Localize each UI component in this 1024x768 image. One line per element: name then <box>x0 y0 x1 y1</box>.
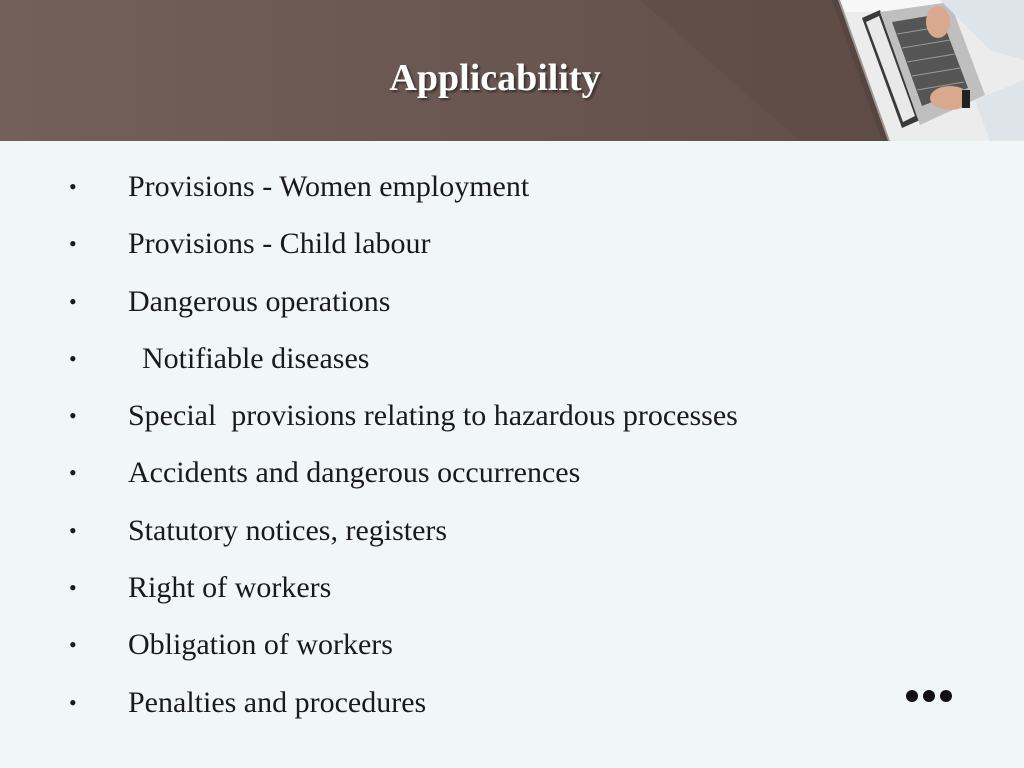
list-item <box>0 387 1024 444</box>
bullet-marker: • <box>69 174 77 199</box>
bullet-text: Notifiable diseases <box>142 341 370 375</box>
bullet-marker: • <box>69 460 77 486</box>
bullet-text: Obligation of workers <box>128 628 393 662</box>
list-item <box>0 158 1024 215</box>
title-banner <box>0 0 1024 141</box>
bullet-text: Statutory notices, registers <box>128 513 448 547</box>
bullet-text: Special provisions relating to hazardous processes <box>128 399 738 433</box>
list-item <box>0 330 1024 387</box>
list-item <box>0 502 1024 559</box>
bullet-marker: • <box>69 632 77 658</box>
list-item <box>0 215 1024 272</box>
bullet-marker: • <box>69 345 77 371</box>
list-item <box>0 674 1024 731</box>
list-item <box>0 444 1024 501</box>
bullet-marker: • <box>69 575 77 601</box>
bullet-text: Right of workers <box>128 571 332 605</box>
ellipsis-icon[interactable] <box>906 690 952 704</box>
bullet-marker: • <box>69 403 77 429</box>
slide-title: Applicability <box>389 57 601 99</box>
bullet-text: Accidents and dangerous occurrences <box>128 456 581 490</box>
bullet-marker: • <box>69 517 77 543</box>
bullet-marker: • <box>69 231 77 257</box>
bullet-marker: • <box>69 689 77 715</box>
bullet-text: Penalties and procedures <box>128 685 427 719</box>
list-item <box>0 273 1024 330</box>
list-item <box>0 616 1024 673</box>
bullet-text: Dangerous operations <box>128 284 391 318</box>
list-item <box>0 559 1024 616</box>
bullet-list <box>0 158 1024 731</box>
bullet-text: Provisions - Women employment <box>128 170 530 203</box>
bullet-marker: • <box>69 288 77 314</box>
bullet-text: Provisions - Child labour <box>128 227 431 261</box>
